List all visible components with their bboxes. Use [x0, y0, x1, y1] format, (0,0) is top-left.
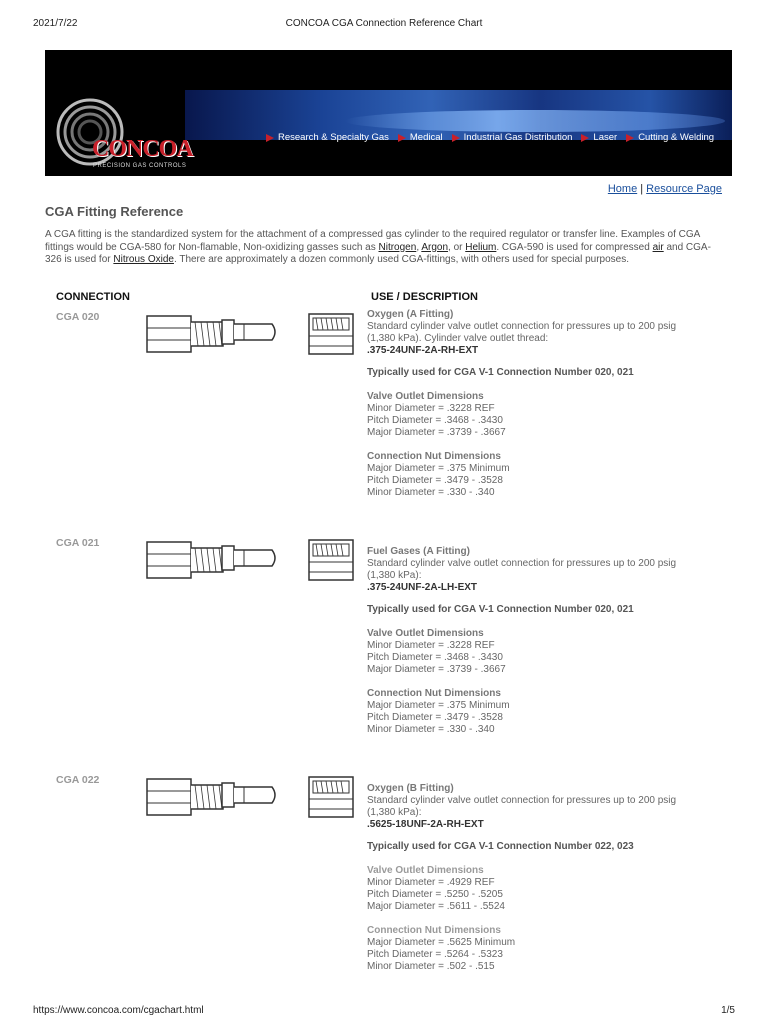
nut-heading: Connection Nut Dimensions: [367, 688, 501, 699]
valve-dim: Major Diameter = .3739 - .3667: [367, 427, 506, 438]
entry-typical-use: Typically used for CGA V-1 Connection Number 020, 021: [367, 367, 634, 378]
top-links: [608, 183, 722, 195]
nut-dim: Minor Diameter = .330 - .340: [367, 724, 495, 735]
intro-paragraph: [45, 229, 725, 267]
valve-dim: Major Diameter = .5611 - .5524: [367, 901, 505, 912]
intro-text: . There are approximately a dozen commonly used CGA-fittings, with others used for special purposes.: [173, 254, 629, 265]
nut-dim: Pitch Diameter = .3479 - .3528: [367, 712, 503, 723]
entry-spec: .375-24UNF-2A-RH-EXT: [367, 345, 479, 356]
nut-dim: Major Diameter = .375 Minimum: [367, 700, 510, 711]
nav-label: Research & Specialty Gas: [278, 132, 389, 143]
link-separator: |: [640, 183, 644, 195]
nav-item-laser[interactable]: [581, 132, 617, 143]
helium-link[interactable]: Helium: [465, 241, 497, 253]
nitrogen-link[interactable]: Nitrogen: [378, 241, 417, 253]
nav-label: Laser: [593, 132, 618, 143]
valve-outlet-heading: Valve Outlet Dimensions: [367, 865, 484, 876]
entry-desc-line: (1,380 kPa). Cylinder valve outlet thread:: [367, 333, 549, 344]
spacer: [367, 853, 727, 865]
entry-desc-line: Standard cylinder valve outlet connection for pressures up to 200 psig: [367, 558, 677, 569]
spacer: [367, 379, 727, 391]
entry-name: Oxygen (B Fitting): [367, 783, 454, 794]
site-banner: [45, 50, 732, 176]
fitting-thread-drawing-icon: [307, 312, 355, 356]
valve-dim: Minor Diameter = .3228 REF: [367, 403, 495, 414]
entry-name: Fuel Gases (A Fitting): [367, 546, 470, 557]
nav-label: Industrial Gas Distribution: [463, 132, 573, 143]
nut-dim: Pitch Diameter = .5264 - .5323: [367, 949, 503, 960]
entry-typical-use: Typically used for CGA V-1 Connection Number 022, 023: [367, 841, 634, 852]
valve-dim: Pitch Diameter = .3468 - .3430: [367, 415, 503, 426]
page-title: CGA Fitting Reference: [45, 204, 184, 219]
fitting-nut-drawing-icon: [145, 312, 227, 356]
nav-arrow-icon: [398, 134, 406, 142]
intro-text: and CGA-326 is used for: [45, 241, 711, 265]
nav-arrow-icon: [626, 134, 634, 142]
intro-text: A CGA fitting is the standardized system for the attachment of a compressed gas cylinder to the required regulator or transfer line. Examples of CGA fittings would be CGA-580 for Non-flamable, Non-oxidizing gasses such as: [45, 229, 700, 253]
entry-desc-line: Standard cylinder valve outlet connection for pressures up to 200 psig: [367, 321, 677, 332]
nut-dim: Major Diameter = .5625 Minimum: [367, 937, 516, 948]
fitting-thread-drawing-icon: [307, 538, 355, 582]
fitting-drawings: [140, 538, 360, 590]
nav-item-medical[interactable]: [398, 132, 443, 143]
nut-dim: Major Diameter = .375 Minimum: [367, 463, 510, 474]
print-date: 2021/7/22: [33, 18, 78, 29]
nav-item-industrial[interactable]: [452, 132, 573, 143]
entry-id: CGA 020: [56, 311, 100, 323]
fitting-nut-drawing-icon: [145, 538, 227, 582]
print-url: https://www.concoa.com/cgachart.html: [33, 1005, 204, 1016]
fitting-nut-drawing-icon: [145, 775, 227, 819]
entry-description: [367, 546, 727, 736]
valve-outlet-heading: Valve Outlet Dimensions: [367, 628, 484, 639]
nav-arrow-icon: [266, 134, 274, 142]
entry-desc-line: (1,380 kPa):: [367, 807, 422, 818]
entry-spec: .375-24UNF-2A-LH-EXT: [367, 582, 478, 593]
nut-dim: Minor Diameter = .330 - .340: [367, 487, 495, 498]
nut-dim: Pitch Diameter = .3479 - .3528: [367, 475, 503, 486]
entry-spec: .5625-18UNF-2A-RH-EXT: [367, 819, 484, 830]
nav-arrow-icon: [452, 134, 460, 142]
intro-text: , or: [448, 241, 466, 253]
entry-desc-line: Standard cylinder valve outlet connection for pressures up to 200 psig: [367, 795, 677, 806]
banner-nav: [266, 132, 723, 143]
home-link[interactable]: Home: [607, 183, 638, 195]
concoa-logo-text[interactable]: CONCOA: [92, 136, 193, 162]
concoa-logo-tagline: PRECISION GAS CONTROLS: [93, 163, 187, 169]
valve-dim: Minor Diameter = .4929 REF: [367, 877, 495, 888]
column-head-use: USE / DESCRIPTION: [371, 291, 478, 303]
nav-arrow-icon: [581, 134, 589, 142]
nut-heading: Connection Nut Dimensions: [367, 451, 501, 462]
entry-desc-line: (1,380 kPa):: [367, 570, 422, 581]
entry-typical-use: Typically used for CGA V-1 Connection Number 020, 021: [367, 604, 634, 615]
fitting-nipple-drawing-icon: [220, 538, 280, 578]
nav-label: Cutting & Welding: [638, 132, 715, 143]
valve-dim: Pitch Diameter = .3468 - .3430: [367, 652, 503, 663]
intro-text: . CGA-590 is used for compressed: [496, 241, 653, 253]
spacer: [367, 676, 727, 688]
spacer: [367, 616, 727, 628]
argon-link[interactable]: Argon: [421, 241, 449, 253]
fitting-drawings: [140, 312, 360, 364]
valve-dim: Pitch Diameter = .5250 - .5205: [367, 889, 503, 900]
entry-id: CGA 022: [56, 774, 100, 786]
spacer: [367, 913, 727, 925]
banner-flame-highlight: [345, 110, 725, 132]
fitting-nipple-drawing-icon: [220, 775, 280, 815]
print-title: CONCOA CGA Connection Reference Chart: [285, 18, 483, 29]
nav-item-cutting-welding[interactable]: [626, 132, 714, 143]
nut-dim: Minor Diameter = .502 - .515: [367, 961, 495, 972]
intro-text: ,: [416, 241, 422, 253]
fitting-thread-drawing-icon: [307, 775, 355, 819]
column-head-connection: CONNECTION: [56, 291, 130, 303]
air-link[interactable]: air: [652, 241, 664, 253]
entry-id: CGA 021: [56, 537, 100, 549]
valve-dim: Minor Diameter = .3228 REF: [367, 640, 495, 651]
fitting-drawings: [140, 775, 360, 827]
spacer: [367, 439, 727, 451]
fitting-nipple-drawing-icon: [220, 312, 280, 352]
nav-item-research[interactable]: [266, 132, 389, 143]
nav-label: Medical: [409, 132, 443, 143]
entry-description: [367, 783, 727, 973]
valve-dim: Major Diameter = .3739 - .3667: [367, 664, 506, 675]
valve-outlet-heading: Valve Outlet Dimensions: [367, 391, 484, 402]
nitrous-oxide-link[interactable]: Nitrous Oxide: [113, 254, 174, 265]
resource-page-link[interactable]: Resource Page: [646, 183, 722, 195]
print-page-number: 1/5: [721, 1005, 735, 1016]
nut-heading: Connection Nut Dimensions: [367, 925, 501, 936]
entry-description: [367, 309, 727, 499]
entry-name: Oxygen (A Fitting): [367, 309, 454, 320]
